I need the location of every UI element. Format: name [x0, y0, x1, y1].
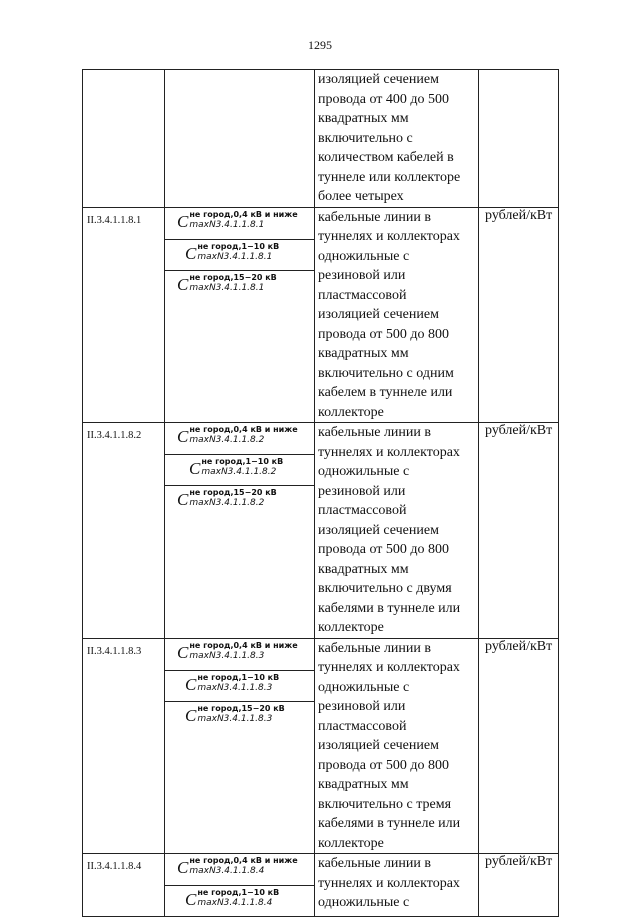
formula-superscript: не город,0,4 кВ и ниже [189, 209, 298, 219]
description-line: включительно с тремя [318, 796, 452, 812]
formula-cell [165, 70, 315, 208]
description-line: туннеле или коллекторе [318, 169, 461, 185]
formula-cell [165, 207, 315, 423]
formula-subscript: maxN3.4.1.1.8.4 [197, 898, 273, 908]
description-line: кабельные линии в [318, 640, 432, 656]
formula-symbol: C [189, 459, 201, 478]
formula-subscript: maxN3.4.1.1.8.1 [197, 251, 273, 262]
description-line: изоляцией сечением [318, 307, 439, 322]
table-row-continuation [83, 70, 559, 208]
description-line: резиновой или [318, 268, 406, 283]
description-line: кабельные линии в [318, 425, 432, 440]
formula-subscript: maxN3.4.1.1.8.1 [189, 282, 265, 293]
description-line: одножильные с [318, 248, 410, 264]
formula-superscript: не город,1−10 кВ [197, 888, 280, 897]
formula-superscript: не город,1−10 кВ [197, 241, 280, 251]
formula-subscript: maxN3.4.1.1.8.3 [189, 650, 265, 661]
unit-cell: рублей/кВт [479, 207, 559, 423]
description-line: коллекторе [318, 620, 384, 635]
description-line: одножильные с [318, 895, 410, 910]
formula [185, 704, 310, 727]
formula-symbol: C [177, 211, 189, 231]
table-row [83, 423, 559, 639]
formula-symbol: C [177, 490, 189, 509]
formula-subscript: maxN3.4.1.1.8.3 [197, 682, 273, 693]
formula-subscript: maxN3.4.1.1.8.2 [189, 435, 265, 445]
formula-superscript: не город,0,4 кВ и ниже [189, 856, 298, 865]
description-line: кабелем в туннеле или [318, 385, 453, 400]
unit-cell [479, 70, 559, 208]
description-line: квадратных мм [318, 111, 409, 126]
formula-subscript: maxN3.4.1.1.8.2 [189, 498, 265, 508]
formula-superscript: не город,15−20 кВ [189, 272, 277, 282]
description-line: кабельные линии в [318, 856, 432, 871]
description-line: одножильные с [318, 464, 410, 479]
formula-superscript: не город,1−10 кВ [197, 672, 280, 682]
description-line: туннелях и коллекторах [318, 660, 460, 675]
table-row [83, 854, 559, 917]
formula [177, 641, 310, 664]
formula-subcell [165, 454, 314, 485]
row-code: II.3.4.1.1.8.3 [83, 638, 165, 854]
description-cell [315, 854, 479, 917]
formula-subcell [165, 854, 314, 885]
description-line: провода от 400 до 500 [318, 91, 449, 107]
formula-subcell [165, 701, 314, 732]
formula-subcell [165, 208, 314, 239]
formula-subcell [165, 270, 314, 301]
description-line: изоляцией сечением [318, 738, 439, 753]
description-line: пластмассовой [318, 287, 407, 303]
unit-cell: рублей/кВт [479, 638, 559, 854]
unit-cell: рублей/кВт [479, 423, 559, 639]
formula-subcell [165, 485, 314, 516]
description-line: кабелями в туннеле или [318, 816, 461, 831]
formula-superscript: не город,0,4 кВ и ниже [189, 640, 298, 650]
description-line: изоляцией сечением [318, 522, 439, 538]
formula [177, 425, 310, 448]
formula [185, 888, 310, 911]
formula-subcell [165, 670, 314, 701]
description-line: туннелях и коллекторах [318, 875, 460, 891]
description-line: квадратных мм [318, 346, 409, 361]
formula-subcell [165, 885, 314, 916]
unit-cell: рублей/кВт [479, 854, 559, 917]
description-line: провода от 500 до 800 [318, 326, 449, 342]
description-line: пластмассовой [318, 718, 407, 734]
formula-cell [165, 638, 315, 854]
description-cell [315, 70, 479, 208]
description-line: туннелях и коллекторах [318, 229, 460, 244]
description-line: одножильные с [318, 679, 410, 695]
formula [185, 673, 310, 696]
description-line: резиновой или [318, 483, 406, 499]
tariff-table [82, 69, 559, 917]
formula [189, 457, 310, 480]
formula-cell [165, 423, 315, 639]
row-code: II.3.4.1.1.8.4 [83, 854, 165, 917]
formula-symbol: C [177, 858, 189, 877]
formula-subcell [165, 423, 314, 454]
description-line: включительно с одним [318, 365, 454, 381]
formula-symbol: C [177, 274, 189, 294]
formula-superscript: не город,0,4 кВ и ниже [189, 425, 298, 434]
formula-superscript: не город,1−10 кВ [201, 457, 284, 466]
description-line: квадратных мм [318, 561, 409, 577]
formula-symbol: C [177, 427, 189, 446]
description-line: кабельные линии в [318, 209, 432, 225]
table-row [83, 638, 559, 854]
description-line: квадратных мм [318, 777, 409, 792]
row-code: II.3.4.1.1.8.1 [83, 207, 165, 423]
formula-subscript: maxN3.4.1.1.8.4 [189, 866, 265, 876]
description-line: включительно с двумя [318, 581, 452, 596]
formula-superscript: не город,15−20 кВ [197, 703, 285, 713]
formula [177, 488, 310, 511]
formula-symbol: C [185, 705, 197, 725]
formula-subscript: maxN3.4.1.1.8.2 [201, 467, 277, 477]
description-line: провода от 500 до 800 [318, 542, 449, 557]
formula-superscript: не город,15−20 кВ [189, 488, 277, 497]
formula-symbol: C [185, 890, 197, 909]
formula [177, 856, 310, 879]
description-line: туннелях и коллекторах [318, 444, 460, 460]
description-line: включительно с [318, 130, 413, 146]
description-line: провода от 500 до 800 [318, 757, 449, 773]
description-line: кабелями в туннеле или [318, 600, 461, 616]
description-line: коллекторе [318, 835, 384, 851]
description-line: резиновой или [318, 699, 406, 714]
formula [185, 242, 310, 265]
row-code: II.3.4.1.1.8.2 [83, 423, 165, 639]
formula [177, 273, 310, 296]
formula-symbol: C [185, 674, 197, 694]
description-line: более четырех [318, 189, 404, 204]
description-cell [315, 207, 479, 423]
formula [177, 210, 310, 233]
description-line: пластмассовой [318, 503, 407, 518]
formula-subscript: maxN3.4.1.1.8.3 [197, 713, 273, 724]
formula-cell [165, 854, 315, 917]
formula-subcell [165, 239, 314, 270]
description-line: изоляцией сечением [318, 72, 439, 87]
description-cell [315, 638, 479, 854]
formula-subscript: maxN3.4.1.1.8.1 [189, 219, 265, 230]
description-line: коллекторе [318, 404, 384, 420]
formula-subcell [165, 639, 314, 670]
formula-symbol: C [185, 243, 197, 263]
formula-symbol: C [177, 642, 189, 662]
description-line: количеством кабелей в [318, 150, 454, 165]
code-cell [83, 70, 165, 208]
page-number: 1295 [308, 38, 332, 52]
description-cell [315, 423, 479, 639]
table-row [83, 207, 559, 423]
